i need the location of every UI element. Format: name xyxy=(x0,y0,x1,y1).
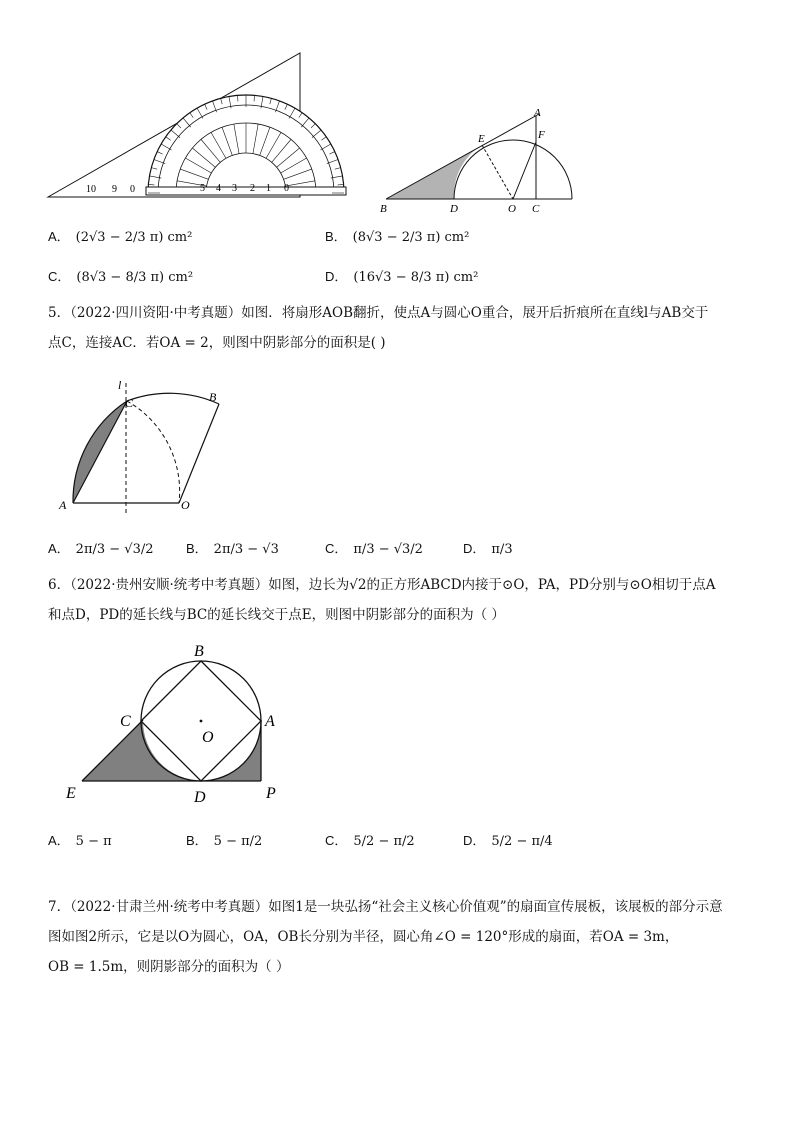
protractor-number: 10 xyxy=(86,184,96,195)
label-E: E xyxy=(478,133,485,145)
label-E: E xyxy=(66,785,76,802)
label-D: D xyxy=(194,789,206,806)
q6-option-a[interactable]: A． 5 − π xyxy=(48,833,112,849)
protractor-figure xyxy=(40,45,360,205)
q5-option-d[interactable]: D． π/3 xyxy=(463,541,513,557)
protractor-number: 3 xyxy=(232,183,237,194)
protractor-number: 0 xyxy=(130,184,135,195)
label-l: l xyxy=(118,378,122,392)
q7-stem-line: OB = 1.5m，则阴影部分的面积为（ ） xyxy=(48,959,290,975)
q4-option-a[interactable]: A． (2√3 − 2/3 π) cm² xyxy=(48,229,193,245)
protractor-number: 2 xyxy=(250,183,255,194)
protractor-number: 9 xyxy=(112,184,117,195)
q4-option-b[interactable]: B． (8√3 − 2/3 π) cm² xyxy=(325,229,470,245)
protractor-number: 5 xyxy=(200,183,205,194)
q4-option-c[interactable]: C． (8√3 − 8/3 π) cm² xyxy=(48,269,194,285)
q5-stem-line: 5．（2022·四川资阳·中考真题）如图．将扇形AOB翻折，使点A与圆心O重合，展开后折痕所在直线l与AB交于 xyxy=(48,305,709,321)
label-C: C xyxy=(532,203,540,214)
semicircle-figure xyxy=(374,102,584,214)
sector-figure xyxy=(55,375,235,515)
q6-stem-line: 和点D，PD的延长线与BC的延长线交于点E，则图中阴影部分的面积为（ ） xyxy=(48,607,505,623)
q7-stem-line: 图如图2所示，它是以O为圆心，OA，OB长分别为半径，圆心角∠O = 120°形成的扇面，若OA = 3m， xyxy=(48,929,679,945)
q5-option-b[interactable]: B． 2π/3 − √3 xyxy=(186,541,279,557)
q5-stem xyxy=(48,298,748,358)
label-A: A xyxy=(265,713,275,730)
label-B: B xyxy=(209,390,217,404)
q6-option-b[interactable]: B． 5 − π/2 xyxy=(186,833,263,849)
label-D: D xyxy=(450,203,458,214)
protractor-number: 4 xyxy=(216,183,221,194)
label-O: O xyxy=(202,729,214,746)
q6-option-d[interactable]: D． 5/2 − π/4 xyxy=(463,833,553,849)
protractor-number: 0 xyxy=(284,183,289,194)
q4-option-d[interactable]: D． (16√3 − 8/3 π) cm² xyxy=(325,269,479,285)
label-O: O xyxy=(181,498,190,512)
q5-option-c[interactable]: C． π/3 − √3/2 xyxy=(325,541,423,557)
label-B: B xyxy=(380,203,387,214)
label-C: C xyxy=(125,396,134,410)
q7-stem-line: 7．（2022·甘肃兰州·统考中考真题）如图1是一块弘扬“社会主义核心价值观”的扇面宣传展板，该展板的部分示意 xyxy=(48,899,723,915)
q7-stem xyxy=(48,892,748,982)
label-A: A xyxy=(534,107,541,119)
protractor-number: 1 xyxy=(266,183,271,194)
label-O: O xyxy=(508,203,516,214)
label-B: B xyxy=(194,643,204,660)
q6-stem-line: 6．（2022·贵州安顺·统考中考真题）如图，边长为√2的正方形ABCD内接于⊙O，PA，PD分别与⊙O相切于点A xyxy=(48,577,716,593)
q6-option-c[interactable]: C． 5/2 − π/2 xyxy=(325,833,415,849)
q5-stem-line: 点C，连接AC．若OA = 2，则图中阴影部分的面积是( ) xyxy=(48,335,386,351)
label-F: F xyxy=(538,129,545,141)
label-A: A xyxy=(59,498,67,512)
q6-stem xyxy=(48,570,748,630)
q5-option-a[interactable]: A． 2π/3 − √3/2 xyxy=(48,541,154,557)
label-P: P xyxy=(266,785,276,802)
circle-square-figure xyxy=(60,640,300,810)
label-C: C xyxy=(120,713,131,730)
